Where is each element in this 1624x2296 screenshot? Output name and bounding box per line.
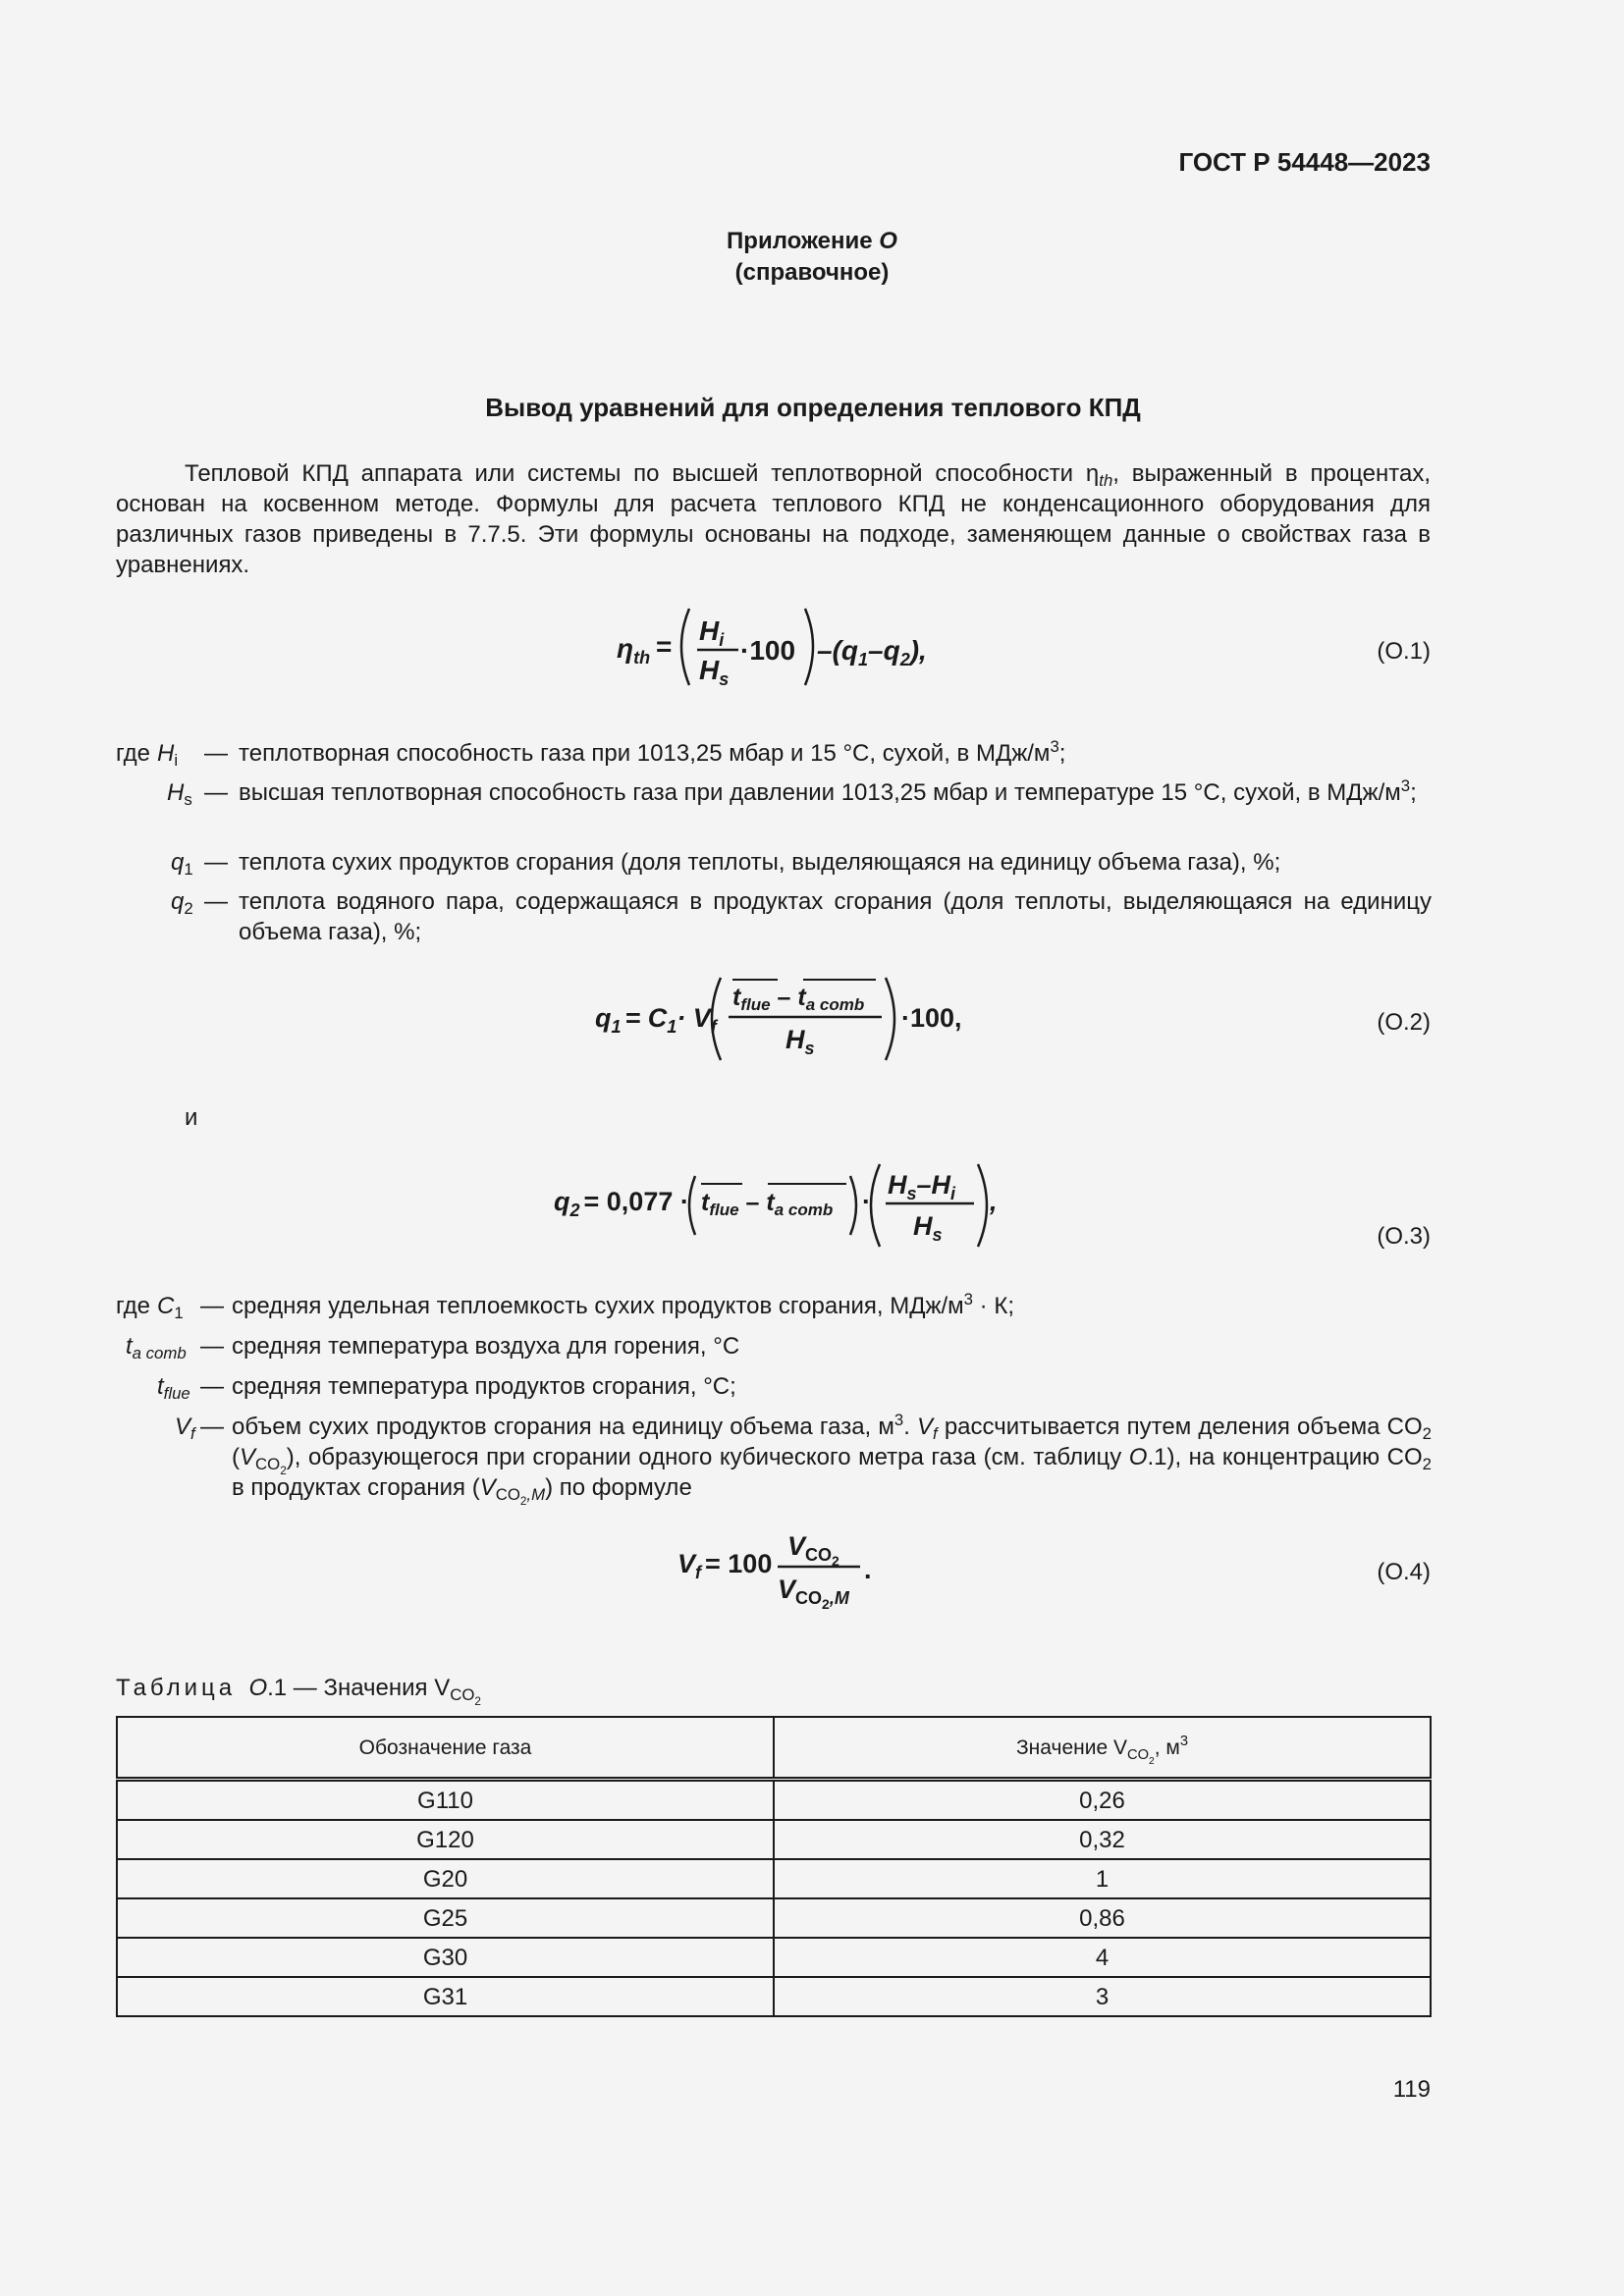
svg-text:tflue – ta comb: $t_{flue} - t_{a comb}$ [701, 1189, 834, 1219]
svg-text:·: · [862, 1187, 871, 1216]
table-header-row [117, 1717, 1431, 1780]
def-text: средняя удельная теплоемкость сухих продуктов сгорания, МДж/$м^3 \cdot К$; [232, 1290, 1014, 1319]
svg-text:VCO2: $V_{CO}2$ [787, 1531, 839, 1569]
table-row [117, 1780, 1431, 1821]
equation-number-o4: (О.4) [1377, 1559, 1431, 1585]
def-text: теплотворная способность газа при 1013,25 мбар и 15 °С, сухой, в МДж/$м^3$; [239, 737, 1066, 767]
def-dash: — [200, 1333, 224, 1360]
cell-value: 0,32 [774, 1820, 1431, 1859]
svg-text:·100,: ·100, [901, 1003, 962, 1033]
page-number: 119 [1392, 2076, 1431, 2103]
equation-o1 [609, 601, 943, 691]
svg-text:q1= C1· Vf: $q_1 = C_1\cdot V_f$ [595, 1003, 717, 1037]
equation-number-o1: (О.1) [1377, 638, 1431, 665]
definition-item [116, 1371, 1432, 1402]
definition-item [116, 886, 1432, 945]
svg-text:,: , [990, 1187, 998, 1216]
svg-text:tflue – ta comb: $t_{flue} - t_{a comb}$ [732, 984, 865, 1014]
svg-text:.: . [864, 1555, 872, 1584]
definition-item [116, 847, 1432, 878]
cell-value: 4 [774, 1938, 1431, 1977]
table-row [117, 1977, 1431, 2016]
equation-o2 [589, 970, 982, 1068]
svg-text:VCO2,M: $V_{CO}2,M$ [778, 1575, 849, 1610]
cell-value: 0,26 [774, 1780, 1431, 1821]
equation-o3 [550, 1158, 1021, 1256]
cell-value: 1 [774, 1859, 1431, 1898]
table-row [117, 1938, 1431, 1977]
svg-text:–(q1–q2),: $-(q_1-q_2)$, [817, 635, 927, 669]
definitions-list-2 [116, 1290, 1433, 1508]
svg-text:Hs–Hi: $H_s-H_i$ [888, 1170, 956, 1203]
table-row [117, 1859, 1431, 1898]
appendix-letter: О [879, 228, 897, 254]
appendix-word: Приложение [727, 228, 873, 254]
conjunction-and: и [185, 1104, 198, 1131]
appendix-heading [616, 226, 1008, 289]
def-lead: где [116, 740, 151, 767]
svg-text:·100: ·100 [740, 635, 796, 666]
def-symbol: $C_1$ [157, 1293, 184, 1322]
def-symbol: $q_1$ [171, 849, 193, 879]
standard-number: ГОСТ Р 54448—2023 [1178, 147, 1431, 177]
def-text: теплота водяного пара, содержащаяся в продуктах сгорания (доля теплоты, выделяющаяся на единицу объема газа), %; [239, 888, 1432, 945]
cell-gas: G110 [117, 1780, 774, 1821]
def-text: средняя температура продуктов сгорания, °С; [232, 1373, 736, 1400]
def-symbol: $H_s$ [167, 779, 192, 809]
def-text-vf: объем сухих продуктов сгорания на единицу объема газа, $м^3$. $V_f$ рассчитывается путем деления объема $CO_2$ $(V_{CO_2})$, образующегося при сгорании одного кубического метра газа (см. таблицу О.1), на концентрацию $CO_2$ в продуктах сгорания $(V_{CO_2,M})$ по формуле [232, 1411, 1433, 1508]
table-row [117, 1898, 1431, 1938]
cell-gas: G25 [117, 1898, 774, 1938]
svg-text:Hi: $H_i$ [699, 615, 725, 650]
cell-value: 0,86 [774, 1898, 1431, 1938]
cell-gas: G20 [117, 1859, 774, 1898]
def-text: теплота сухих продуктов сгорания (доля теплоты, выделяющаяся на единицу объема газа), %; [239, 849, 1281, 876]
def-symbol: $H_i$ [157, 740, 179, 770]
def-dash: — [204, 888, 228, 915]
def-symbol: $t_{flue}$ [157, 1373, 190, 1403]
equation-number-o2: (О.2) [1377, 1009, 1431, 1036]
cell-gas: G120 [117, 1820, 774, 1859]
svg-text:Hs: $H_s$ [913, 1211, 943, 1245]
column-header-value: Значение $V_{CO_2}$, $м^3$ [774, 1717, 1431, 1780]
cell-gas: G31 [117, 1977, 774, 2016]
def-dash: — [200, 1293, 224, 1319]
def-dash: — [200, 1414, 224, 1440]
def-symbol: $V_f$ [175, 1414, 195, 1443]
definition-item [116, 777, 1432, 808]
section-title: Вывод уравнений для определения теплового КПД [485, 393, 1141, 422]
cell-value: 3 [774, 1977, 1431, 2016]
svg-text:ηth: $\eta_{th}$ [617, 633, 651, 667]
def-lead: где [116, 1293, 151, 1319]
def-dash: — [204, 849, 228, 876]
equation-number-o3: (О.3) [1377, 1223, 1431, 1250]
svg-text:Hs: $H_s$ [785, 1025, 815, 1058]
table-caption: Таблица О.1 — Значения $V_{CO_2}$ [116, 1675, 481, 1708]
def-symbol: $q_2$ [171, 888, 193, 918]
definition-item [116, 738, 1432, 769]
equation-o4 [668, 1522, 903, 1610]
def-symbol: $t_{a comb}$ [126, 1333, 187, 1362]
definitions-list-1 [116, 737, 1432, 945]
svg-text:Hs: $H_s$ [699, 655, 730, 689]
intro-paragraph [116, 458, 1431, 580]
svg-text:=: = [656, 631, 673, 662]
intro-sub: th [1099, 471, 1113, 490]
def-dash: — [204, 779, 228, 806]
svg-text:q2= 0,077 ·: $q_2 = 0,077$ · [554, 1187, 689, 1220]
intro-text-2: , выраженный в процентах, основан на косвенном методе. Формулы для расчета теплового КПД не конденсационного оборудования для различных газов приведены в 7.7.5. Эти формулы основаны на подходе, заменяющем данные о свойствах газа в уравнениях. [116, 460, 1431, 578]
column-header-gas: Обозначение газа [117, 1717, 774, 1780]
table-row [117, 1820, 1431, 1859]
definition-item [116, 1411, 1433, 1508]
def-text: средняя температура воздуха для горения, °С [232, 1333, 740, 1360]
gas-values-table [116, 1716, 1432, 2017]
cell-gas: G30 [117, 1938, 774, 1977]
appendix-note: (справочное) [734, 259, 890, 286]
svg-text:Vf= 100: $V_f = 100$ [677, 1549, 773, 1582]
intro-text-1: Тепловой КПД аппарата или системы по высшей теплотворной способности η [185, 460, 1100, 487]
definition-item [116, 1291, 1432, 1321]
def-dash: — [200, 1373, 224, 1400]
def-dash: — [204, 740, 228, 767]
definition-item [116, 1331, 1432, 1362]
def-text: высшая теплотворная способность газа при давлении 1013,25 мбар и температуре 15 °С, сухой, в МДж/$м^3$; [239, 776, 1417, 806]
